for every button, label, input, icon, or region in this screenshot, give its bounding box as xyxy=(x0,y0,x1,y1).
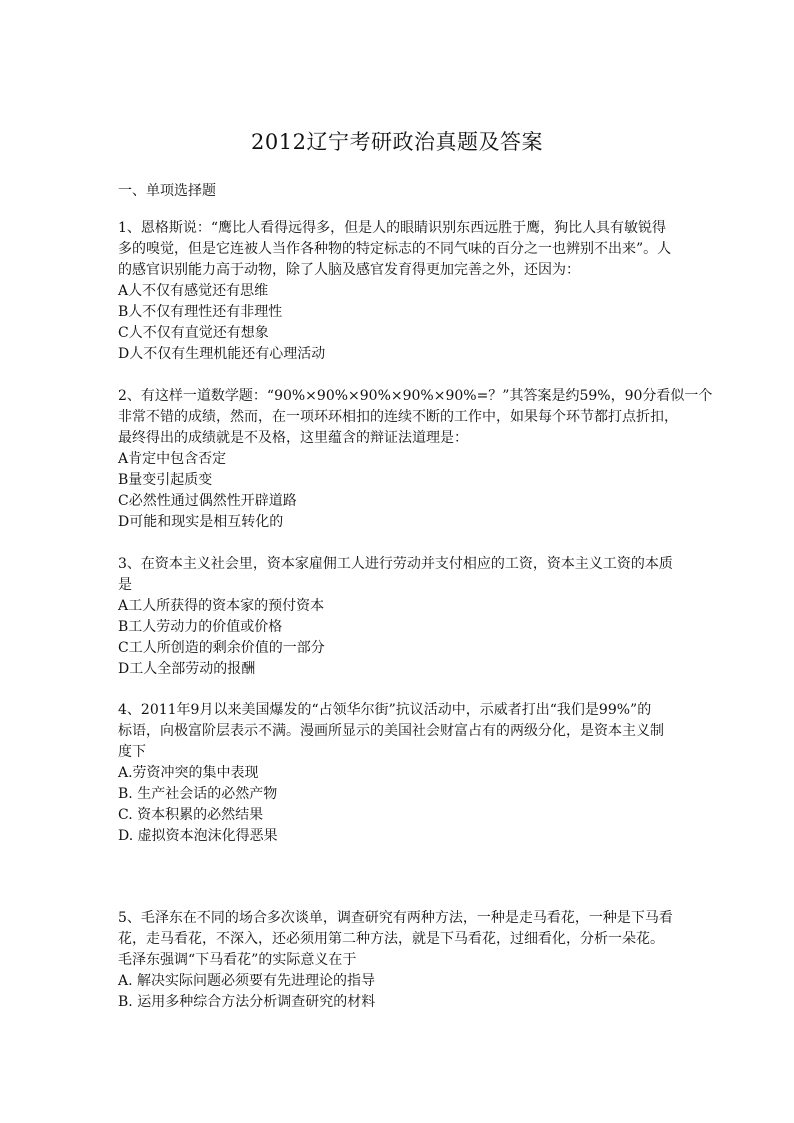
option-a: A.劳资冲突的集中表现 xyxy=(118,765,259,781)
option-a: A肯定中包含否定 xyxy=(118,451,227,467)
question-text-line: 2、有这样一道数学题：“90%×90%×90%×90%×90%=？”其答案是约59%，90分看似一个 xyxy=(118,388,713,404)
question-4 xyxy=(118,700,678,847)
option-d: D人不仅有生理机能还有心理活动 xyxy=(118,346,326,362)
option-b: B量变引起质变 xyxy=(118,472,213,488)
option-d: D. 虚拟资本泡沫化得恶果 xyxy=(118,828,278,844)
option-c: C工人所创造的剩余价值的一部分 xyxy=(118,640,325,656)
question-text-line: 5、毛泽东在不同的场合多次谈单，调查研究有两种方法，一种是走马看花，一种是下马看 xyxy=(118,910,673,926)
option-b: B. 生产社会话的必然产物 xyxy=(118,786,278,802)
option-c: C必然性通过偶然性开辟道路 xyxy=(118,493,297,509)
option-d: D工人全部劳动的报酬 xyxy=(118,661,256,677)
question-5 xyxy=(118,908,678,1013)
question-text-line: 度下 xyxy=(118,744,146,760)
document-title: 2012辽宁考研政治真题及答案 xyxy=(251,130,543,154)
option-b: B工人劳动力的价值或价格 xyxy=(118,619,283,635)
question-text-line: 毛泽东强调“下马看花”的实际意义在于 xyxy=(118,952,357,968)
option-b: B人不仅有理性还有非理性 xyxy=(118,304,283,320)
question-1 xyxy=(118,218,678,365)
section-heading: 一、单项选择题 xyxy=(118,183,216,199)
option-c: C人不仅有直觉还有想象 xyxy=(118,325,269,341)
question-text-line: 标语，向极富阶层表示不满。漫画所显示的美国社会财富占有的两级分化，是资本主义制 xyxy=(118,723,664,739)
question-text-line: 1、恩格斯说：“鹰比人看得远得多，但是人的眼睛识别东西远胜于鹰，狗比人具有敏锐得 xyxy=(118,220,667,236)
question-text-line: 最终得出的成绩就是不及格，这里蕴含的辩证法道理是： xyxy=(118,430,468,446)
question-text-line: 非常不错的成绩，然而，在一项环环相扣的连续不断的工作中，如果每个环节都打点折扣， xyxy=(118,409,678,425)
question-text-line: 3、在资本主义社会里，资本家雇佣工人进行劳动并支付相应的工资，资本主义工资的本质 xyxy=(118,556,673,572)
option-b: B. 运用多种综合方法分析调查研究的材料 xyxy=(118,994,376,1010)
option-a: A工人所获得的资本家的预付资本 xyxy=(118,598,325,614)
question-2 xyxy=(118,386,713,533)
question-text-line: 是 xyxy=(118,577,132,593)
question-text-line: 4、2011年9月以来美国爆发的“占领华尔街”抗议活动中，示威者打出“我们是99%”的 xyxy=(118,702,652,718)
question-text-line: 花，走马看花，不深入，还必须用第二种方法，就是下马看花，过细看化，分析一朵花。 xyxy=(118,931,664,947)
option-a: A人不仅有感觉还有思维 xyxy=(118,283,269,299)
question-text-line: 的感官识别能力高于动物，除了人脑及感官发育得更加完善之外，还因为： xyxy=(118,262,580,278)
option-a: A. 解决实际问题必须要有先进理论的指导 xyxy=(118,973,376,989)
question-text-line: 多的嗅觉，但是它连被人当作各种物的特定标志的不同气味的百分之一也辨别不出来”。人 xyxy=(118,241,672,257)
option-d: D可能和现实是相互转化的 xyxy=(118,514,284,530)
option-c: C. 资本积累的必然结果 xyxy=(118,807,264,823)
question-3 xyxy=(118,554,678,680)
